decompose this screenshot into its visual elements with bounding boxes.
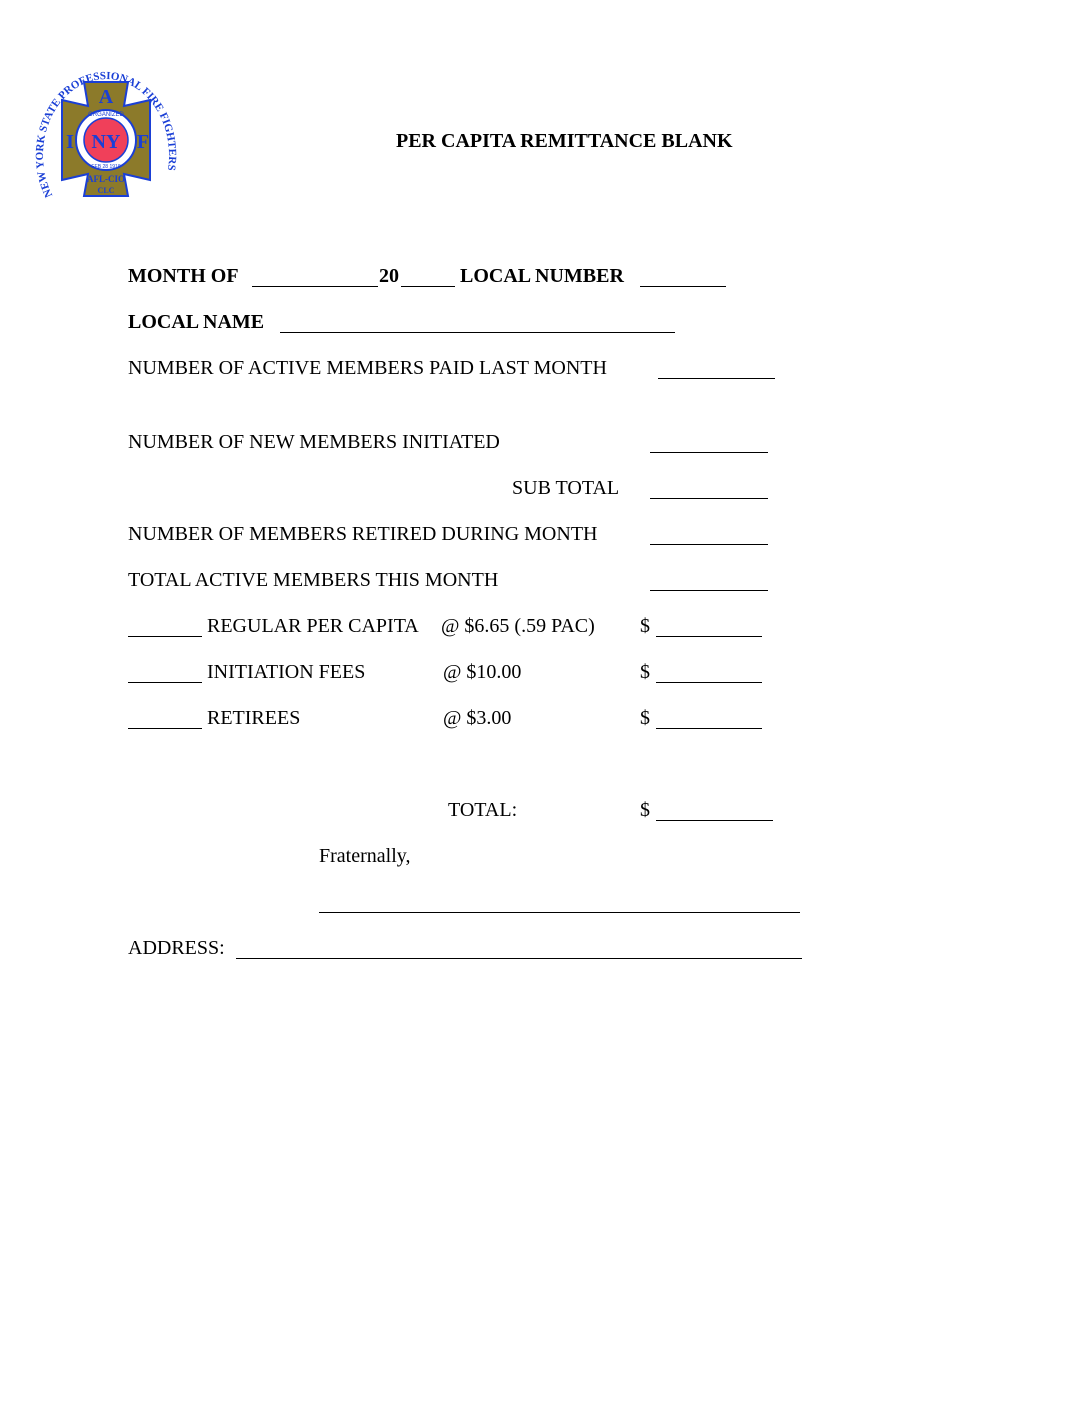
regular-currency: $ [640,615,650,637]
form-title: PER CAPITA REMITTANCE BLANK [396,130,733,152]
total-currency: $ [640,799,650,821]
retirees-rate: @ $3.00 [443,707,512,729]
initiation-currency: $ [640,661,650,683]
new-members-field[interactable] [650,452,768,453]
regular-rate: @ $6.65 (.59 PAC) [441,615,595,637]
regular-amount-field[interactable] [656,636,762,637]
new-members-label: NUMBER OF NEW MEMBERS INITIATED [128,431,500,453]
svg-text:ORGANIZED: ORGANIZED [88,112,124,118]
local-name-label: LOCAL NAME [128,311,265,333]
regular-label: REGULAR PER CAPITA [207,615,419,637]
union-logo [28,48,184,226]
total-amount-field[interactable] [656,820,773,821]
month-of-label: MONTH OF [128,265,239,287]
address-label: ADDRESS: [128,937,225,959]
active-last-month-field[interactable] [658,378,775,379]
closing-text: Fraternally, [319,845,411,867]
total-active-field[interactable] [650,590,768,591]
retirees-count-field[interactable] [128,728,202,729]
initiation-rate: @ $10.00 [443,661,522,683]
active-last-month-label: NUMBER OF ACTIVE MEMBERS PAID LAST MONTH [128,357,607,379]
address-field[interactable] [236,958,802,959]
local-name-field[interactable] [280,332,675,333]
initiation-amount-field[interactable] [656,682,762,683]
total-active-label: TOTAL ACTIVE MEMBERS THIS MONTH [128,569,499,591]
retirees-currency: $ [640,707,650,729]
svg-text:F: F [136,131,150,153]
month-field[interactable] [252,286,378,287]
regular-count-field[interactable] [128,636,202,637]
svg-text:A: A [98,86,114,108]
svg-text:I: I [66,131,74,153]
year-prefix: 20 [379,265,399,287]
svg-text:AFL-CIO: AFL-CIO [87,174,125,184]
svg-text:CLC: CLC [97,186,115,195]
retired-label: NUMBER OF MEMBERS RETIRED DURING MONTH [128,523,598,545]
year-field[interactable] [401,286,455,287]
initiation-count-field[interactable] [128,682,202,683]
svg-text:NY: NY [91,131,121,153]
signature-field[interactable] [319,912,800,913]
retired-field[interactable] [650,544,768,545]
svg-text:FEB 28 1918: FEB 28 1918 [91,164,121,170]
sub-total-label: SUB TOTAL [512,477,620,499]
retirees-label: RETIREES [207,707,301,729]
local-number-field[interactable] [640,286,726,287]
svg-text:NEW YORK STATE PROFESSIONAL FI: NEW YORK STATE PROFESSIONAL FIRE FIGHTERS [33,70,179,200]
local-number-label: LOCAL NUMBER [460,265,624,287]
sub-total-field[interactable] [650,498,768,499]
total-label: TOTAL: [448,799,518,821]
initiation-label: INITIATION FEES [207,661,366,683]
retirees-amount-field[interactable] [656,728,762,729]
